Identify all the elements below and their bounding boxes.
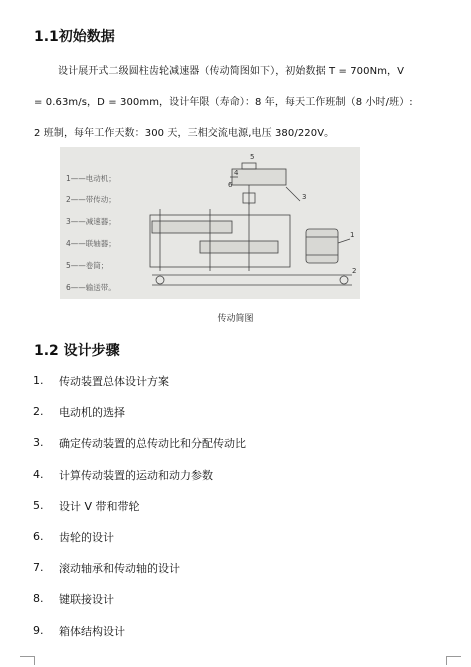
list-number: 4. <box>33 467 44 481</box>
list-number: 8. <box>33 592 44 606</box>
gear-pair-2 <box>200 241 278 253</box>
list-number: 5. <box>33 498 44 512</box>
transmission-diagram <box>60 147 360 299</box>
drum <box>232 169 286 185</box>
pulley <box>156 276 164 284</box>
list-number: 1. <box>33 374 44 387</box>
list-text: 齿轮的设计 <box>59 530 114 544</box>
paragraph-line-2: = 0.63m/s，D = 300mm，设计年限（寿命）：8 年，每天工作班制（8 小时/班）: <box>34 97 413 108</box>
callout-label: 3 <box>302 193 307 201</box>
section-title-initial-data: 1.1初始数据 <box>34 29 115 45</box>
leader-line <box>338 239 350 243</box>
list-text: 箱体结构设计 <box>59 624 125 638</box>
legend-item: 2——带传动； <box>66 195 116 204</box>
legend-item: 1——电动机； <box>66 174 116 183</box>
list-number: 6. <box>33 529 44 543</box>
transmission-diagram-drawing <box>60 147 360 299</box>
callout-label: 2 <box>352 267 357 275</box>
paragraph-line-3: 2 班制，每年工作天数：300 天，三相交流电源,电压 380/220V。 <box>34 128 335 139</box>
list-text: 设计 V 带和带轮 <box>59 499 140 513</box>
leader-line <box>286 187 300 201</box>
pulley <box>340 276 348 284</box>
legend-item: 3——减速器； <box>66 217 116 226</box>
gear-pair-1 <box>152 221 232 233</box>
list-text: 键联接设计 <box>59 593 114 607</box>
list-text: 计算传动装置的运动和动力参数 <box>59 468 213 482</box>
page-corner-mark-right <box>446 656 461 665</box>
paragraph-line-1: 设计展开式二级圆柱齿轮减速器（传动简图如下），初始数据 T = 700Nm，V <box>58 66 405 77</box>
section-title-design-steps: 1.2 设计步骤 <box>34 343 120 359</box>
callout-label: 6 <box>228 181 233 189</box>
list-text: 滚动轴承和传动轴的设计 <box>59 562 180 576</box>
callout-label: 5 <box>250 153 255 161</box>
list-number: 7. <box>33 561 44 575</box>
legend-item: 4——联轴器； <box>66 239 116 248</box>
list-text: 电动机的选择 <box>59 406 125 420</box>
figure-caption: 传动简图 <box>217 314 254 324</box>
list-text: 确定传动装置的总传动比和分配传动比 <box>59 437 246 451</box>
drum-mount <box>242 163 256 169</box>
list-text: 传动装置总体设计方案 <box>59 375 169 388</box>
page-corner-mark-left <box>20 656 35 665</box>
callout-label: 4 <box>234 169 239 177</box>
callout-label: 1 <box>350 231 355 239</box>
list-number: 3. <box>33 436 44 450</box>
legend-item: 5——卷筒； <box>66 261 109 270</box>
legend-item: 6——输送带。 <box>66 283 116 292</box>
list-number: 2. <box>33 405 44 419</box>
motor <box>306 229 338 263</box>
list-number: 9. <box>33 623 44 637</box>
